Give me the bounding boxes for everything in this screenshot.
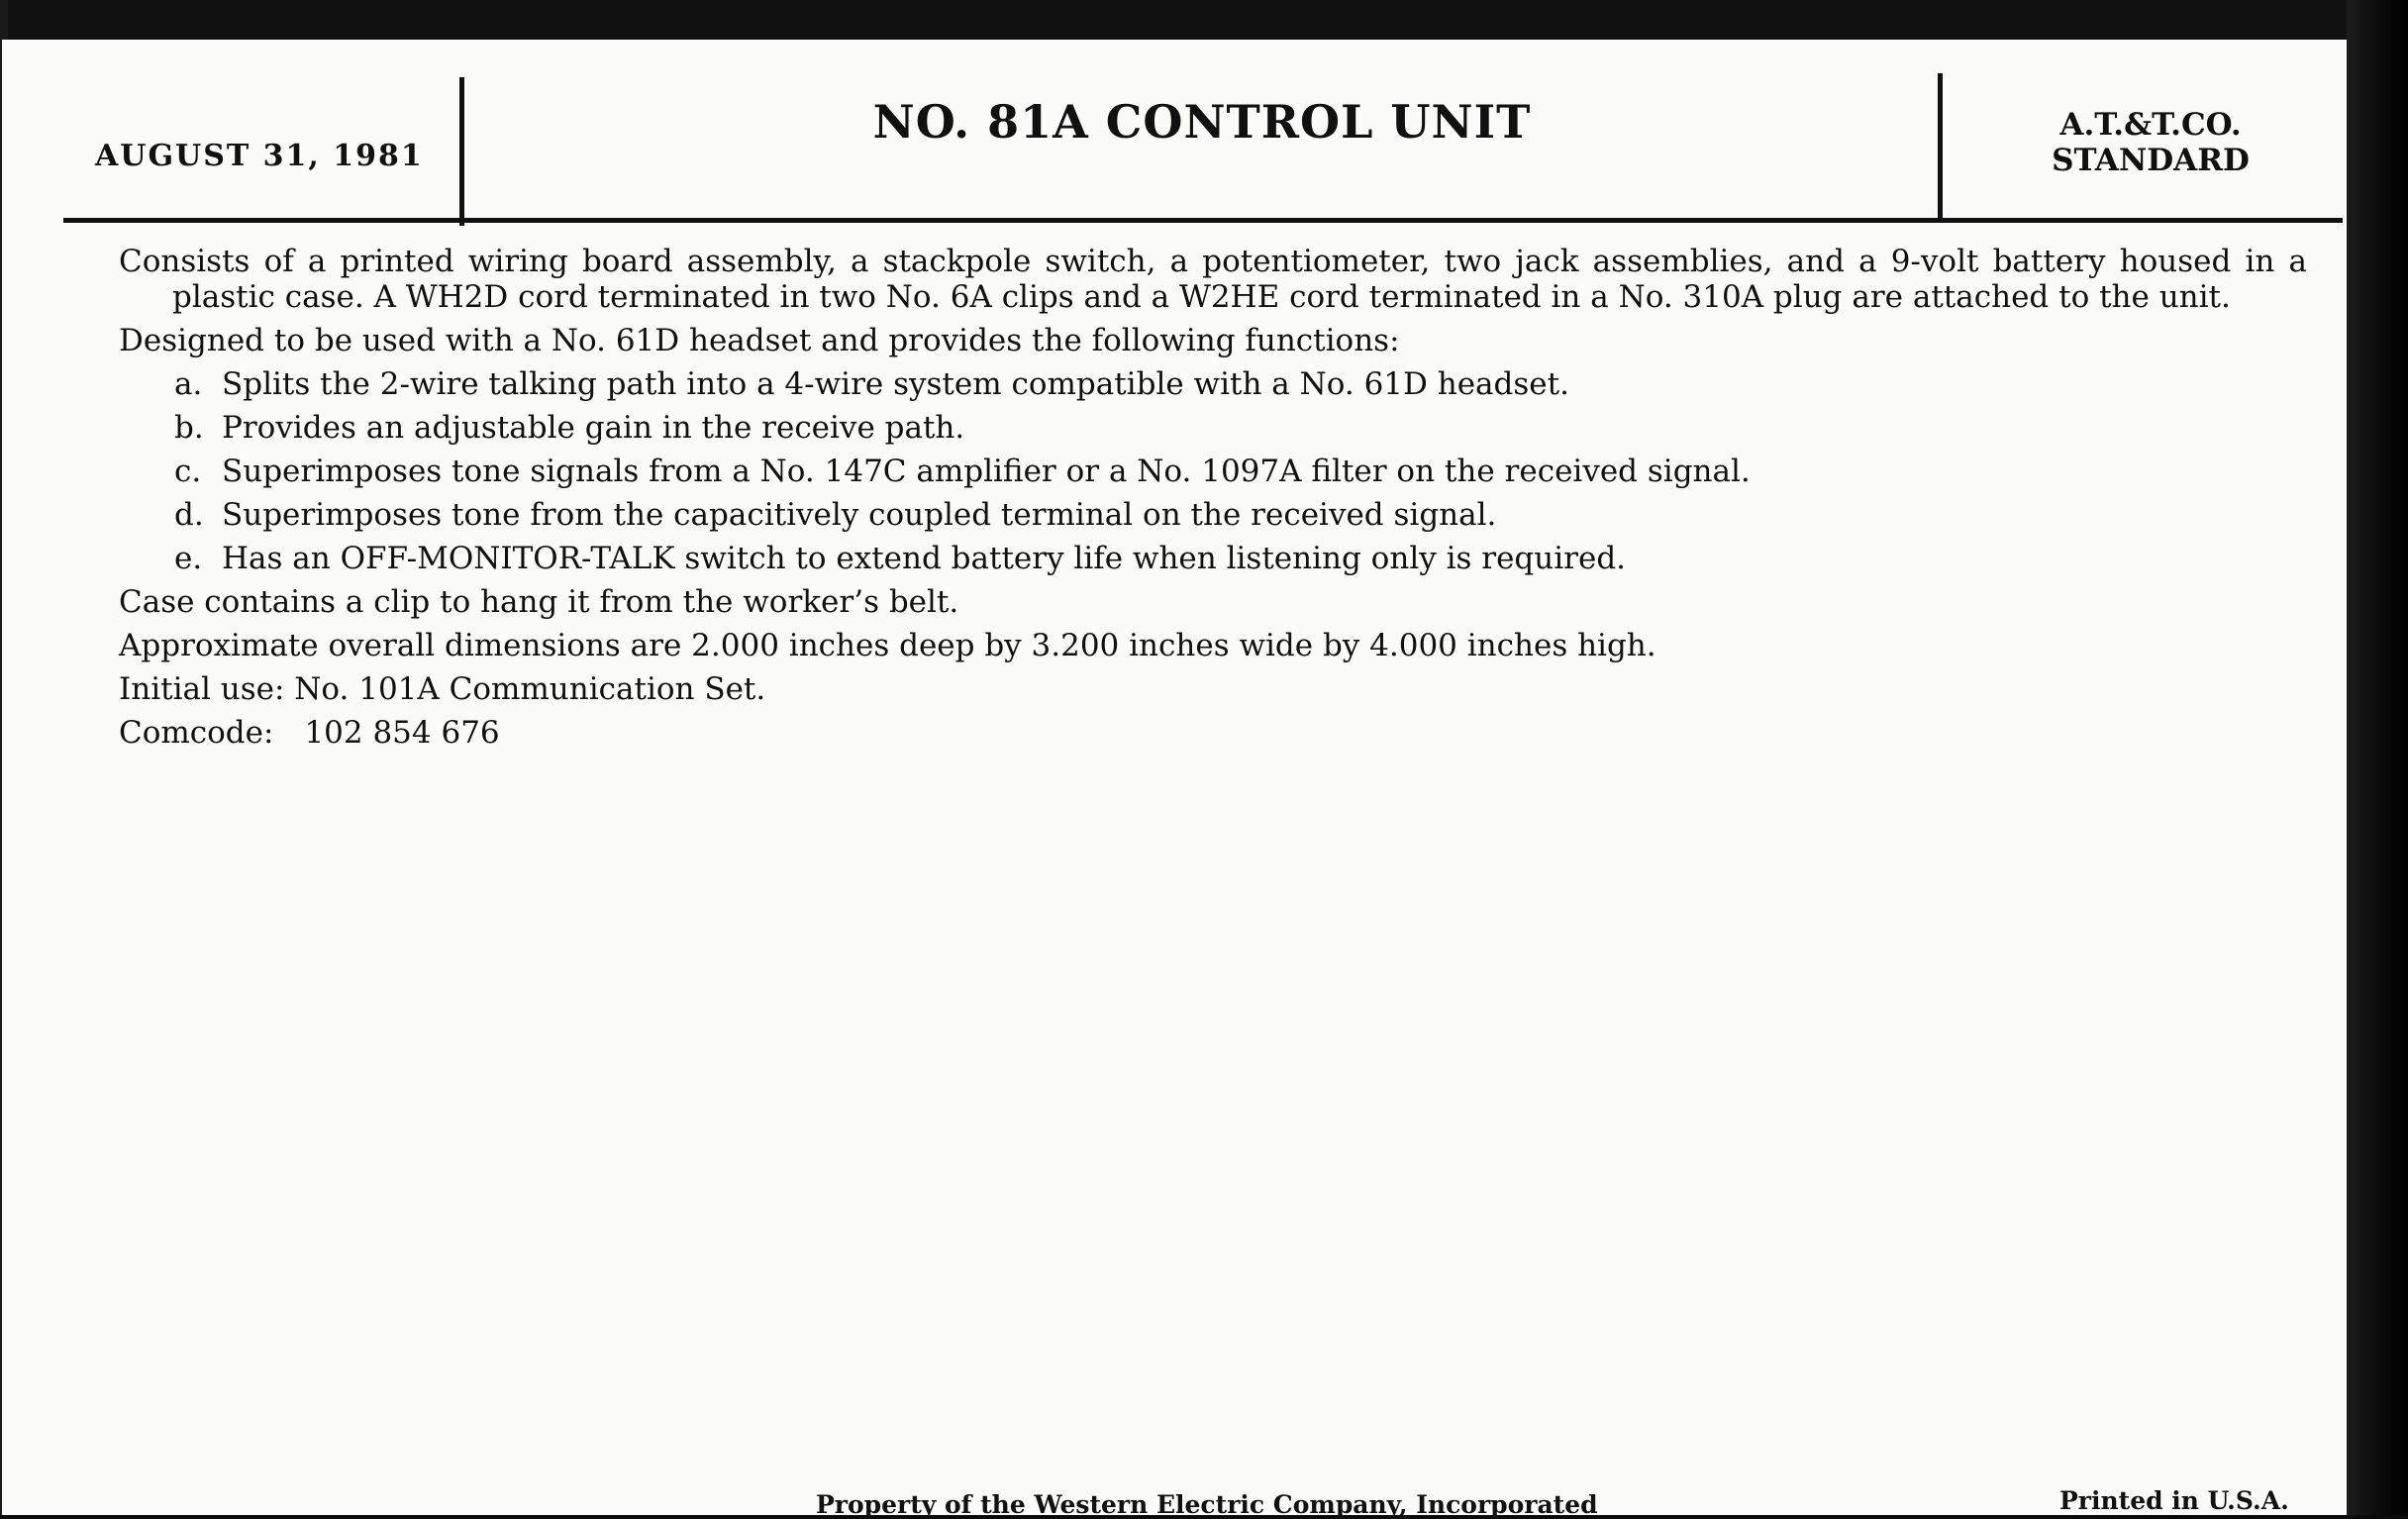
comcode-line: Comcode: 102 854 676 — [119, 715, 500, 751]
case-line: Case contains a clip to hang it from the worker’s belt. — [119, 584, 959, 620]
function-letter: b. — [174, 410, 204, 446]
property-notice: Property of the Western Electric Company, Incorporated — [816, 1490, 1598, 1519]
header-rule — [63, 218, 2343, 223]
standard-line-2: STANDARD — [2052, 143, 2250, 178]
function-item — [174, 497, 2307, 533]
function-text: Superimposes tone from the capacitively coupled terminal on the received signal. — [222, 497, 1497, 533]
function-item — [174, 410, 2307, 446]
function-item — [174, 366, 2307, 402]
function-text: Has an OFF-MONITOR-TALK switch to extend battery life when listening only is required. — [222, 541, 1627, 576]
function-letter: d. — [174, 497, 204, 533]
header-divider-left — [459, 77, 464, 226]
printed-notice: Printed in U.S.A. — [2059, 1486, 2289, 1515]
header-divider-right — [1938, 73, 1943, 222]
issue-date: AUGUST 31, 1981 — [95, 139, 424, 173]
standard-block — [1982, 107, 2319, 178]
scan-right-border — [2347, 0, 2408, 1515]
standard-line-1: A.T.&T.CO. — [2059, 107, 2242, 143]
intro-paragraph: Consists of a printed wiring board assembly, a stackpole switch, a potentiometer, two jack assemblies, and a 9-volt battery housed in a plastic case. A WH2D cord terminated in two No. 6A clips and a W2HE cord terminated in a No. 310A plug are attached to the unit. — [119, 244, 2307, 315]
document-card — [2, 40, 2347, 1519]
dimensions-line: Approximate overall dimensions are 2.000 inches deep by 3.200 inches wide by 4.000 inches high. — [119, 628, 1656, 663]
function-text: Splits the 2-wire talking path into a 4-wire system compatible with a No. 61D headset. — [222, 366, 1569, 402]
scan-top-border — [0, 0, 2408, 40]
document-title: NO. 81A CONTROL UNIT — [872, 95, 1532, 149]
function-letter: e. — [174, 541, 203, 576]
document-body — [119, 244, 2307, 751]
function-text: Superimposes tone signals from a No. 147C amplifier or a No. 1097A filter on the received signal. — [222, 454, 1751, 489]
functions-lead: Designed to be used with a No. 61D headset and provides the following functions: — [119, 323, 1400, 358]
function-letter: c. — [174, 454, 202, 489]
function-item — [174, 454, 2307, 489]
initial-use-line: Initial use: No. 101A Communication Set. — [119, 671, 766, 707]
function-letter: a. — [174, 366, 203, 402]
function-text: Provides an adjustable gain in the receive path. — [222, 410, 965, 446]
function-item — [174, 541, 2307, 576]
